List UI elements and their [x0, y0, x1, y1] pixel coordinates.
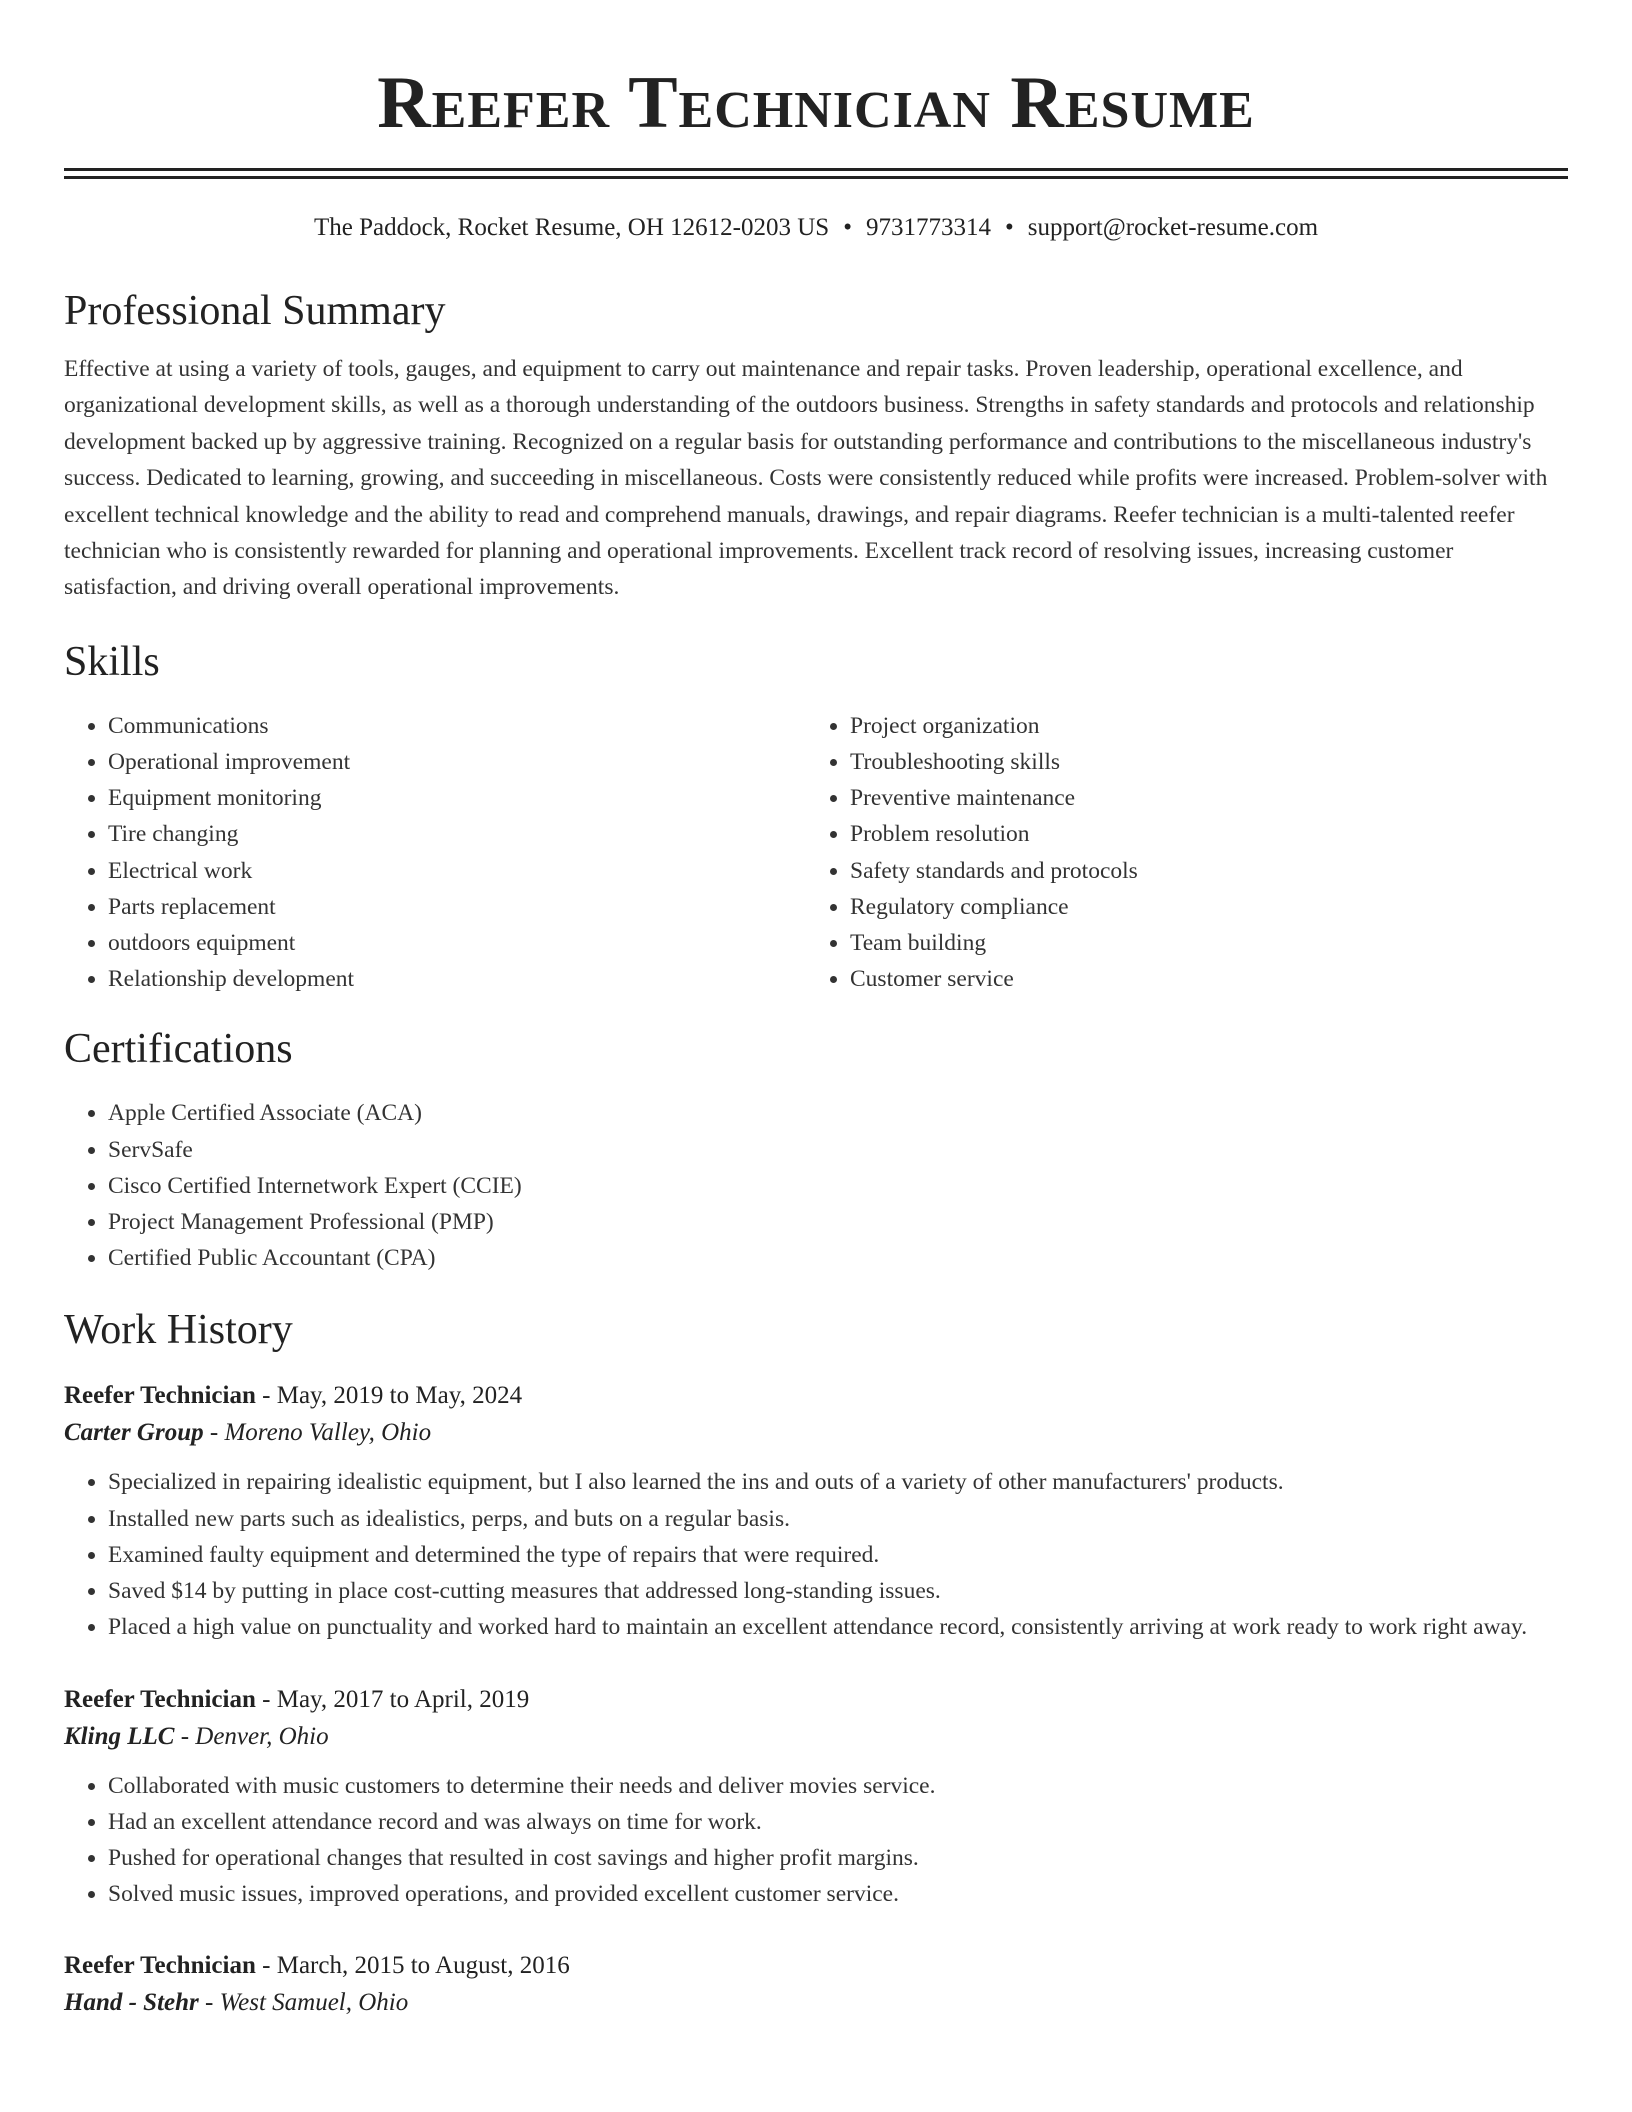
- skill-item: • Electrical work: [108, 853, 806, 889]
- job-company: Kling LLC: [64, 1722, 175, 1750]
- title-divider: [64, 168, 1568, 179]
- job-location: - Denver, Ohio: [174, 1722, 329, 1750]
- resume-page: [64, 0, 1568, 2022]
- job-duty: • Solved music issues, improved operations, and provided excellent customer service.: [108, 1876, 1568, 1912]
- certification-item: • Cisco Certified Internetwork Expert (CCIE): [108, 1168, 1568, 1204]
- contact-separator: •: [1004, 214, 1014, 241]
- job-title-line: [64, 1682, 1568, 1718]
- skill-item: • Team building: [850, 925, 1548, 961]
- skill-item: • Tire changing: [108, 816, 806, 852]
- skill-item: • Communications: [108, 708, 806, 744]
- job-company-line: [64, 1718, 1568, 1756]
- job-title-line: [64, 1948, 1568, 1984]
- skill-item: • Operational improvement: [108, 744, 806, 780]
- job-duty: • Specialized in repairing idealistic equipment, but I also learned the ins and outs of a variety of other manufacturers' products.: [108, 1464, 1568, 1500]
- job-title-line: [64, 1378, 1568, 1414]
- job-role: Reefer Technician: [64, 1952, 256, 1980]
- job-duties-list: [64, 1464, 1568, 1645]
- certification-item: • Project Management Professional (PMP): [108, 1204, 1568, 1240]
- job-duty: • Placed a high value on punctuality and worked hard to maintain an excellent attendance record, consistently arriving at work ready to work right away.: [108, 1609, 1568, 1645]
- skill-item: • Safety standards and protocols: [850, 853, 1548, 889]
- certifications-list: [64, 1095, 1568, 1276]
- skills-column-left: [64, 708, 806, 998]
- job-duty: • Installed new parts such as idealistics, perps, and buts on a regular basis.: [108, 1501, 1568, 1537]
- skills-heading: Skills: [64, 638, 160, 685]
- job-company: Hand - Stehr: [64, 1989, 199, 2017]
- resume-title: Reefer Technician Resume: [377, 62, 1255, 144]
- job-dates: - May, 2017 to April, 2019: [255, 1685, 530, 1713]
- job-dates: - March, 2015 to August, 2016: [255, 1952, 570, 1980]
- job-entry: [64, 1378, 1568, 1645]
- job-role: Reefer Technician: [64, 1685, 256, 1713]
- job-company-line: [64, 1414, 1568, 1452]
- job-entry: [64, 1682, 1568, 1913]
- skill-item: • Equipment monitoring: [108, 780, 806, 816]
- skills-grid: [64, 708, 1568, 998]
- skill-item: • Preventive maintenance: [850, 780, 1548, 816]
- job-location: - Moreno Valley, Ohio: [203, 1419, 432, 1447]
- job-location: - West Samuel, Ohio: [198, 1989, 409, 2017]
- summary-heading: Professional Summary: [64, 288, 446, 334]
- skill-item: • Regulatory compliance: [850, 889, 1548, 925]
- skill-item: • Relationship development: [108, 961, 806, 997]
- skill-item: • outdoors equipment: [108, 925, 806, 961]
- job-duty: • Saved $14 by putting in place cost-cutting measures that addressed long-standing issues.: [108, 1573, 1568, 1609]
- skill-item: • Troubleshooting skills: [850, 744, 1548, 780]
- contact-email[interactable]: support@rocket-resume.com: [1027, 214, 1319, 241]
- contact-address: The Paddock, Rocket Resume, OH 12612-0203 US: [313, 214, 830, 241]
- job-company: Carter Group: [64, 1419, 204, 1447]
- job-entry: [64, 1948, 1568, 2022]
- skills-column-right: [806, 708, 1548, 998]
- job-role: Reefer Technician: [64, 1382, 256, 1410]
- skill-item: • Parts replacement: [108, 889, 806, 925]
- skills-list-right: [806, 708, 1548, 998]
- job-duty: • Examined faulty equipment and determined the type of repairs that were required.: [108, 1537, 1568, 1573]
- job-duty: • Had an excellent attendance record and was always on time for work.: [108, 1804, 1568, 1840]
- certifications-heading: Certifications: [64, 1026, 293, 1073]
- skill-item: • Customer service: [850, 961, 1548, 997]
- job-dates: - May, 2019 to May, 2024: [255, 1382, 523, 1410]
- skill-item: • Problem resolution: [850, 816, 1548, 852]
- job-duty: • Collaborated with music customers to determine their needs and deliver movies service.: [108, 1768, 1568, 1804]
- skills-list-left: [64, 708, 806, 998]
- contact-separator: •: [843, 214, 852, 241]
- job-duties-list: [64, 1768, 1568, 1913]
- work-history-heading: Work History: [64, 1307, 293, 1354]
- certification-item: • Apple Certified Associate (ACA): [108, 1095, 1568, 1131]
- contact-phone[interactable]: 9731773314: [865, 214, 991, 241]
- certification-item: • ServSafe: [108, 1132, 1568, 1168]
- skill-item: • Project organization: [850, 708, 1548, 744]
- summary-text: Effective at using a variety of tools, gauges, and equipment to carry out maintenance and repair tasks. Proven leadership, operational excellence, and organizational development skills, as well as a thorough understanding of the outdoors business. Strengths in safety standards and protocols and relationship development backed up by aggressive training. Recognized on a regular basis for outstanding performance and contributions to the miscellaneous industry's success. Dedicated to learning, growing, and succeeding in miscellaneous. Costs were consistently reduced while profits were increased. Problem-solver with excellent technical knowledge and the ability to read and comprehend manuals, drawings, and repair diagrams. Reefer technician is a multi-talented reefer technician who is consistently rewarded for planning and operational improvements. Excellent track record of resolving issues, increasing customer satisfaction, and driving overall operational improvements.: [64, 356, 1548, 601]
- contact-line: [64, 211, 1568, 245]
- certification-item: • Certified Public Accountant (CPA): [108, 1240, 1568, 1276]
- job-duty: • Pushed for operational changes that resulted in cost savings and higher profit margins.: [108, 1840, 1568, 1876]
- job-company-line: [64, 1984, 1568, 2022]
